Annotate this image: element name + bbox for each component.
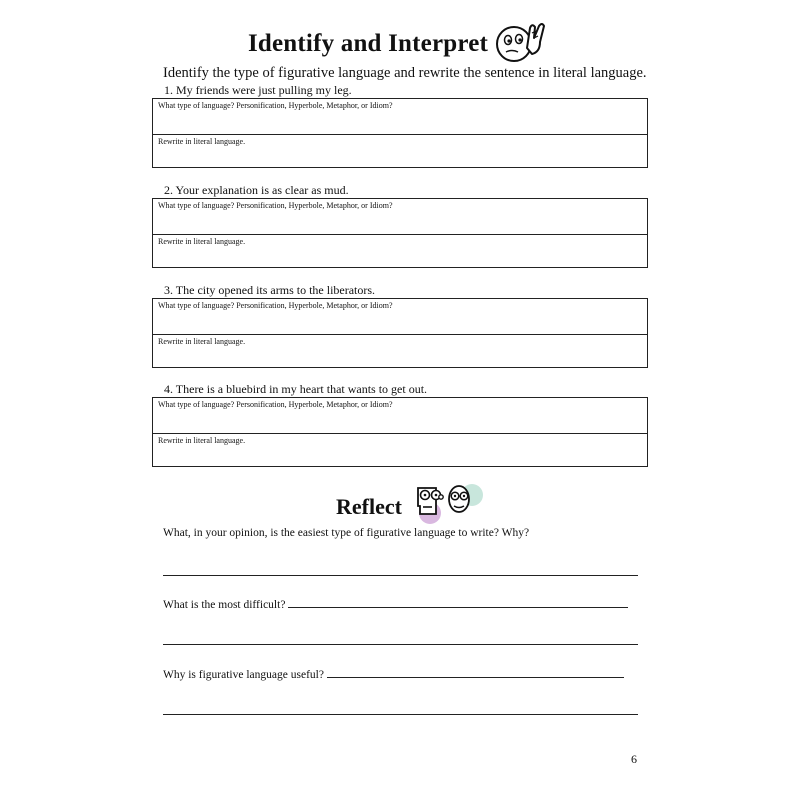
question-3: 3. The city opened its arms to the liberators. [164, 283, 376, 297]
page-title: Identify and Interpret [247, 30, 489, 57]
type-field[interactable] [153, 199, 647, 235]
type-field[interactable] [153, 398, 647, 434]
reflect-title: Reflect [336, 494, 402, 519]
answer-line-4[interactable] [327, 667, 624, 678]
rewrite-field[interactable] [153, 335, 647, 346]
reflect-question-2: What is the most difficult? [163, 599, 286, 611]
answer-box-2 [152, 198, 648, 268]
rewrite-field[interactable] [153, 434, 647, 445]
answer-box-4 [152, 397, 648, 467]
type-prompt: What type of language? Personification, Hyperbole, Metaphor, or Idiom? [158, 301, 393, 310]
rewrite-prompt: Rewrite in literal language. [158, 137, 246, 146]
rewrite-prompt: Rewrite in literal language. [158, 237, 246, 246]
question-1: 1. My friends were just pulling my leg. [164, 83, 352, 97]
rewrite-prompt: Rewrite in literal language. [158, 337, 246, 346]
reflect-question-3: Why is figurative language useful? [163, 669, 324, 681]
rewrite-field[interactable] [153, 235, 647, 246]
rewrite-field[interactable] [153, 135, 647, 146]
answer-line-2[interactable] [288, 597, 628, 608]
answer-line-5[interactable] [163, 714, 638, 715]
answer-box-3 [152, 298, 648, 368]
type-field[interactable] [153, 99, 647, 135]
page-number: 6 [631, 752, 637, 766]
answer-line-1[interactable] [163, 575, 638, 576]
type-prompt: What type of language? Personification, Hyperbole, Metaphor, or Idiom? [158, 201, 393, 210]
type-field[interactable] [153, 299, 647, 335]
rewrite-prompt: Rewrite in literal language. [158, 436, 246, 445]
type-prompt: What type of language? Personification, Hyperbole, Metaphor, or Idiom? [158, 400, 393, 409]
reflect-question-3-row [163, 667, 624, 681]
thinking-face-icon [494, 18, 548, 66]
reflect-faces-icon [414, 480, 486, 526]
type-prompt: What type of language? Personification, Hyperbole, Metaphor, or Idiom? [158, 101, 393, 110]
reflect-question-2-row [163, 597, 628, 611]
answer-line-3[interactable] [163, 644, 638, 645]
answer-box-1 [152, 98, 648, 168]
question-4: 4. There is a bluebird in my heart that wants to get out. [164, 382, 428, 396]
reflect-question-1: What, in your opinion, is the easiest type of figurative language to write? Why? [163, 527, 530, 539]
question-2: 2. Your explanation is as clear as mud. [164, 183, 349, 197]
instructions: Identify the type of figurative language and rewrite the sentence in literal language. [163, 65, 647, 81]
